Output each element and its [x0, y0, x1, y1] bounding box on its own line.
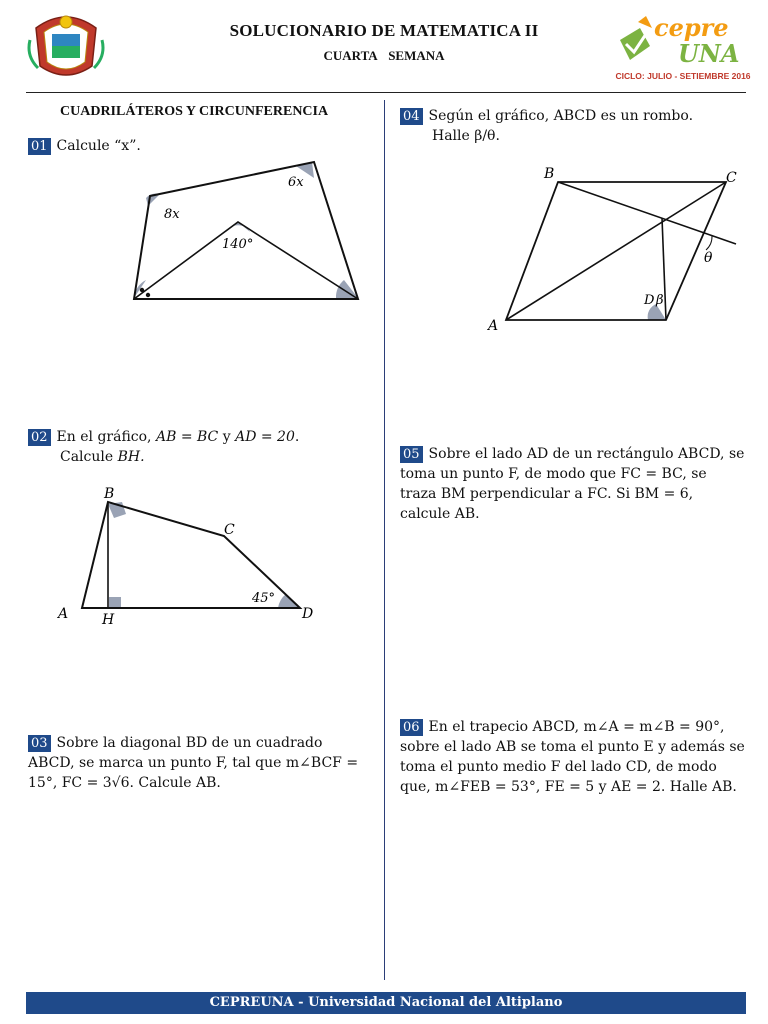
problem-04: 04 Según el gráfico, ABCD es un rombo. Halle β/θ. — [400, 106, 745, 146]
svg-text:B: B — [544, 166, 555, 182]
svg-text:45°: 45° — [252, 591, 276, 606]
svg-text:β: β — [656, 293, 664, 308]
header-divider — [26, 92, 746, 93]
cycle-label: CICLO: JULIO - SETIEMBRE 2016 — [615, 71, 751, 81]
svg-text:cepre: cepre — [654, 13, 729, 42]
problem-03 — [28, 733, 373, 793]
svg-text:D: D — [644, 293, 655, 308]
section-title: CUADRILÁTEROS Y CIRCUNFERENCIA — [60, 104, 329, 119]
problem-number: 03 — [28, 735, 51, 752]
column-divider — [384, 100, 385, 980]
svg-text:A: A — [488, 318, 499, 334]
problem-number: 01 — [28, 138, 51, 155]
angle-6x-label: 6x — [288, 175, 304, 190]
svg-text:θ: θ — [704, 250, 713, 266]
figure-04-rhombus — [480, 160, 750, 340]
angle-140-label: 140° — [222, 237, 254, 252]
problem-text: Calcule “x”. — [56, 138, 141, 154]
svg-text:C: C — [224, 522, 235, 538]
footer-bar: CEPREUNA - Universidad Nacional del Altiplano — [26, 992, 746, 1014]
angle-8x-label: 8x — [164, 207, 180, 222]
problem-number: 04 — [400, 108, 423, 125]
problem-05 — [400, 444, 745, 524]
problem-text: Sobre la diagonal BD de un cuadrado ABCD, se marca un punto F, tal que m∠BCF = 15°, FC = 3√6. Calcule AB. — [28, 735, 359, 791]
problem-02: 02 En el gráfico, AB = BC y AD = 20. Calcule BH. — [28, 427, 368, 467]
problem-number: 02 — [28, 429, 51, 446]
svg-text:B: B — [104, 486, 115, 502]
problem-06 — [400, 717, 745, 797]
svg-text:UNA: UNA — [678, 39, 740, 68]
problem-number: 06 — [400, 719, 423, 736]
problem-text: Sobre el lado AD de un rectángulo ABCD, se toma un punto F, de modo que FC = BC, se traza BM perpendicular a FC. Si BM = 6, calcule AB. — [400, 446, 745, 522]
svg-text:H: H — [102, 612, 115, 628]
problem-text: En el trapecio ABCD, m∠A = m∠B = 90°, sobre el lado AB se toma el punto E y además se toma el punto medio F del lado CD, de modo que, m∠FEB = 53°, FE = 5 y AE = 2. Halle AB. — [400, 719, 745, 795]
document-subtitle: CUARTA SEMANA — [323, 48, 445, 63]
figure-01-quadrilateral — [126, 158, 366, 308]
svg-text:D: D — [302, 606, 314, 622]
document-title: SOLUCIONARIO DE MATEMATICA II — [229, 21, 539, 40]
problem-01 — [28, 136, 141, 156]
problem-number: 05 — [400, 446, 423, 463]
university-seal-logo — [26, 6, 106, 86]
svg-text:A: A — [58, 606, 69, 622]
problem-text: Según el gráfico, ABCD es un rombo. — [428, 108, 694, 124]
figure-02-quadrilateral — [50, 480, 340, 630]
svg-text:C: C — [726, 170, 737, 186]
cepre-una-logo — [616, 10, 756, 70]
